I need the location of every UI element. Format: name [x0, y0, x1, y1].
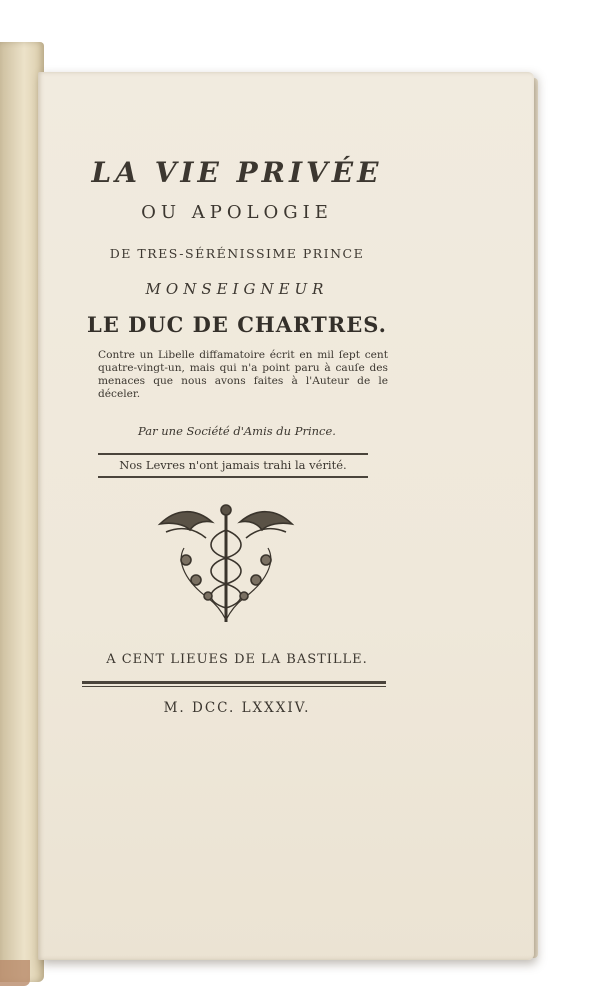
motto-rule-top	[98, 453, 368, 455]
imprint-line: A CENT LIEUES DE LA BASTILLE.	[106, 652, 368, 667]
cover-edge	[0, 960, 30, 986]
imprint-rule-bottom	[82, 686, 386, 687]
motto-rule-bottom	[98, 476, 368, 478]
caduceus-vignette-icon	[156, 502, 296, 632]
dedication-line: DE TRES-SÉRÉNISSIME PRINCE	[109, 246, 365, 261]
book-title: LA VIE PRIVÉE	[91, 156, 383, 189]
publication-date: M. DCC. LXXXIV.	[163, 700, 311, 716]
book-subtitle: OU APOLOGIE	[141, 202, 333, 223]
byline: Par une Société d'Amis du Prince.	[138, 424, 336, 438]
honorific-line: MONSEIGNEUR	[145, 280, 329, 298]
imprint-rule-top	[82, 681, 386, 684]
subject-line: LE DUC DE CHARTRES.	[87, 312, 387, 337]
title-page	[38, 72, 534, 960]
motto: Nos Levres n'ont jamais trahi la vérité.	[119, 458, 347, 472]
description-paragraph: Contre un Libelle diffamatoire écrit en mil ſept cent quatre-vingt-un, mais qui n'a point paru à cauſe des menaces que nous avons faites à l'Auteur de le déceler.	[98, 349, 388, 400]
title-page-text	[38, 72, 534, 960]
